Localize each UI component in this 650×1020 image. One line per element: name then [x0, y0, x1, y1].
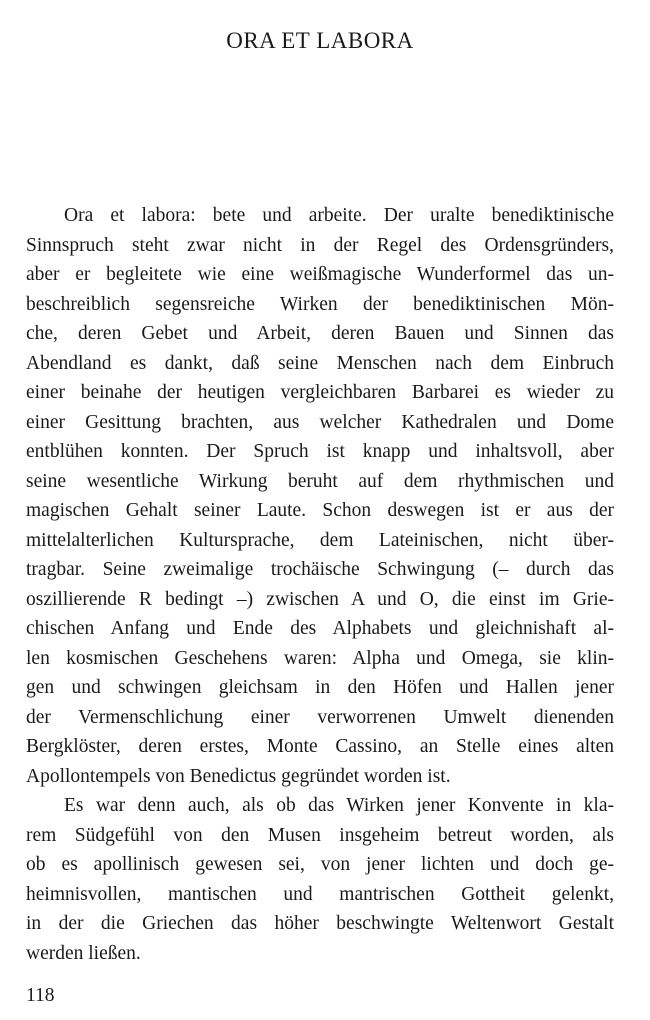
- text-line: magischen Gehalt seiner Laute. Schon deswegen ist er aus der: [26, 500, 614, 521]
- text-line: in der die Griechen das höher beschwingte Weltenwort Gestalt: [26, 913, 614, 934]
- text-line: entblühen konnten. Der Spruch ist knapp und inhaltsvoll, aber: [26, 441, 614, 462]
- text-line: Es war denn auch, als ob das Wirken jener Konvente in kla-: [64, 795, 614, 816]
- page-title: ORA ET LABORA: [226, 28, 414, 53]
- text-line: seine wesentliche Wirkung beruht auf dem rhythmischen und: [26, 470, 614, 492]
- text-line: Ora et labora: bete und arbeite. Der uralte benediktinische: [64, 205, 614, 226]
- text-line: oszillierende R bedingt –) zwischen A und O, die einst im Grie-: [26, 588, 614, 610]
- text-line: rem Südgefühl von den Musen insgeheim betreut worden, als: [26, 824, 614, 846]
- page-number: 118: [26, 985, 55, 1006]
- paragraph: [26, 791, 614, 968]
- text-line: len kosmischen Geschehens waren: Alpha und Omega, sie klin-: [26, 647, 614, 669]
- text-line: gen und schwingen gleichsam in den Höfen und Hallen jener: [26, 677, 614, 698]
- text-line: chischen Anfang und Ende des Alphabets und gleichnishaft al-: [26, 618, 614, 639]
- body-text: [26, 201, 614, 968]
- text-line: aber er begleitete wie eine weißmagische Wunderformel das un-: [26, 264, 614, 285]
- text-line: heimnisvollen, mantischen und mantrischen Gottheit gelenkt,: [26, 883, 614, 905]
- text-line: Apollontempels von Benedictus gegründet worden ist.: [26, 765, 451, 787]
- text-line: beschreiblich segensreiche Wirken der benediktinischen Mön-: [26, 293, 614, 315]
- text-line: ob es apollinisch gewesen sei, von jener lichten und doch ge-: [26, 854, 614, 875]
- text-line: der Vermenschlichung einer verworrenen Umwelt dienenden: [26, 706, 614, 728]
- text-line: einer beinahe der heutigen vergleichbaren Barbarei es wieder zu: [26, 382, 614, 403]
- text-line: Sinnspruch steht zwar nicht in der Regel des Ordensgründers,: [26, 234, 614, 256]
- text-line: mittelalterlichen Kultursprache, dem Lateinischen, nicht über-: [26, 529, 614, 551]
- text-line: tragbar. Seine zweimalige trochäische Schwingung (– durch das: [26, 559, 614, 580]
- text-line: Abendland es dankt, daß seine Menschen nach dem Einbruch: [26, 352, 614, 374]
- text-line: werden ließen.: [26, 942, 141, 964]
- text-line: che, deren Gebet und Arbeit, deren Bauen und Sinnen das: [26, 323, 614, 344]
- text-line: Bergklöster, deren erstes, Monte Cassino, an Stelle eines alten: [26, 736, 614, 757]
- paragraph: [26, 201, 614, 791]
- text-line: einer Gesittung brachten, aus welcher Kathedralen und Dome: [26, 411, 614, 433]
